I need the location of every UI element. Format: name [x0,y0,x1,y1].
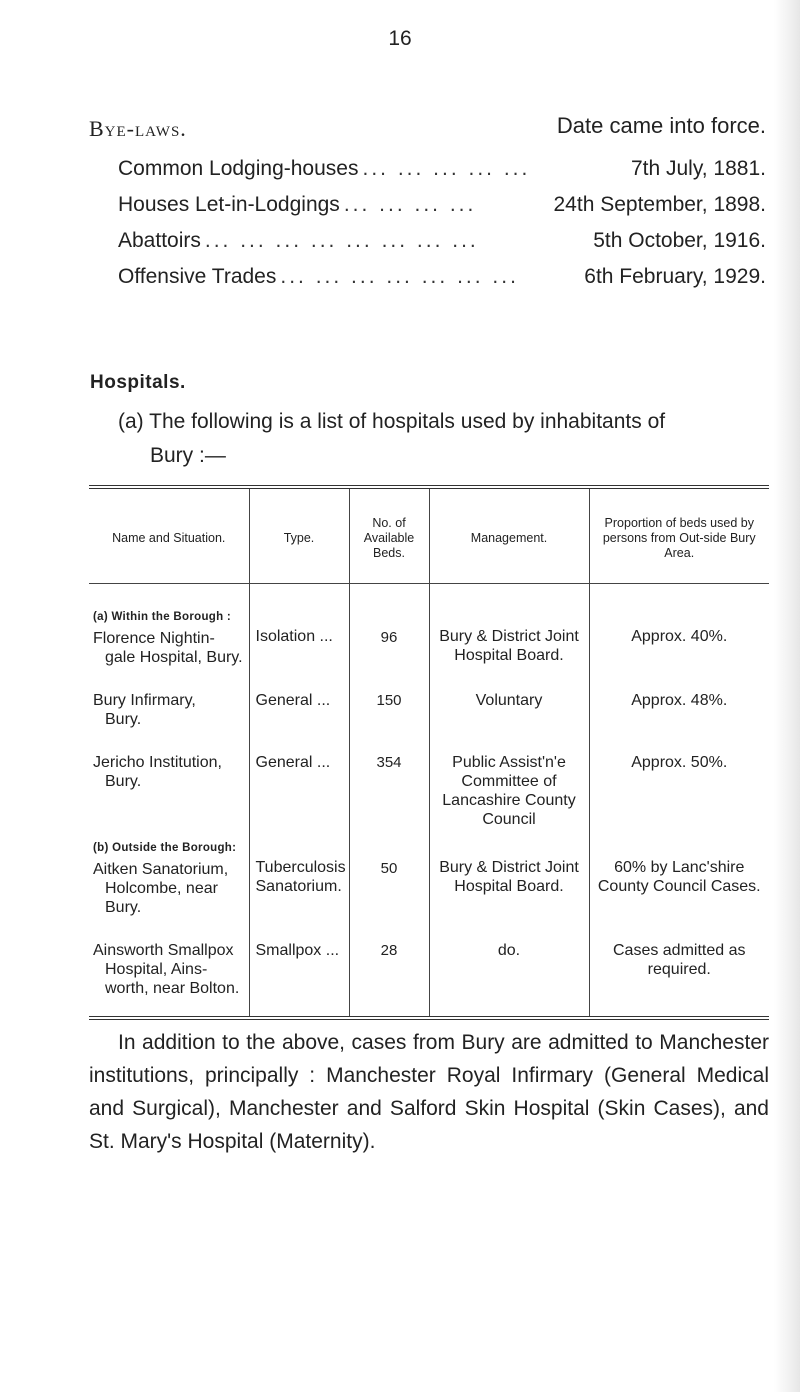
bylaw-name: Houses Let-in-Lodgings [118,193,340,216]
col-header-name: Name and Situation. [89,489,249,584]
table-bottom-rule [89,1016,769,1020]
hospital-management: do. [429,935,589,1016]
hospital-name: Aitken Sanatorium, [93,861,229,878]
hospitals-intro [118,405,768,473]
hospital-name-cont: Bury. [105,773,142,790]
bylaw-row [89,193,766,229]
hospital-type: Isolation ... [249,602,349,685]
hospital-name-cell [89,602,249,685]
leader-dots: ... ... ... ... [343,193,477,216]
hospital-management: Public Assist'n'e Committee of Lancashire County Council [429,747,589,833]
bylaw-date: 6th February, 1929. [584,265,766,288]
table-row [89,685,769,747]
date-heading: Date came into force. [556,113,766,138]
hospital-name: Bury Infirmary, [93,692,196,709]
hospital-proportion: Approx. 48%. [631,692,728,709]
bylaw-name: Common Lodging-houses [118,157,359,180]
hospital-type: General ... [249,685,349,747]
hospital-name-cell [89,935,249,1016]
hospital-beds: 96 [349,602,429,685]
hospital-name-cell [89,685,249,747]
hospital-management: Voluntary [429,685,589,747]
hospital-type: Tuberculosis Sanatorium. [249,833,349,935]
group-label-outside: (b) Outside the Borough: [93,842,237,854]
group-label-within: (a) Within the Borough : [93,611,232,623]
hospital-name-cont: Bury. [105,711,142,728]
table-row [89,602,769,685]
hospital-beds: 50 [349,833,429,935]
leader-dots: ... ... ... ... ... ... ... ... [204,229,479,252]
bylaw-row [89,157,766,193]
hospital-name-cont: Hospital, Ains-worth, near Bolton. [105,961,240,997]
bylaw-date: 24th September, 1898. [553,193,766,216]
bylaw-row [89,265,766,301]
bylaw-name: Abattoirs [118,229,201,252]
bylaw-name: Offensive Trades [118,265,277,288]
hospital-name-cont: Holcombe, near Bury. [105,880,218,916]
col-header-beds: No. of Available Beds. [349,489,429,584]
hospital-name-cell [89,747,249,833]
hospital-name: Florence Nightin- [93,630,215,647]
hospital-type: General ... [249,747,349,833]
table-spacer-row [89,584,769,603]
table-header-row [89,489,769,584]
hospitals-table-wrap [89,485,769,1020]
hospital-name-cont: gale Hospital, Bury. [105,649,243,666]
bylaws-heading: Bye-laws. [89,116,187,141]
page-number: 16 [388,27,412,50]
table-row [89,747,769,833]
col-header-type: Type. [249,489,349,584]
bylaw-row [89,229,766,265]
hospital-beds: 354 [349,747,429,833]
bylaws-header [89,113,766,157]
intro-text: (a) The following is a list of hospitals used by inhabitants of [118,410,666,433]
bylaws-list [89,113,766,301]
intro-place: Bury :— [150,444,226,467]
col-header-proportion: Proportion of beds used by persons from Out-side Bury Area. [589,489,769,584]
hospitals-heading: Hospitals. [90,372,186,393]
table-row [89,833,769,935]
hospital-name: Ainsworth Smallpox [93,942,234,959]
page-edge-shadow [774,0,800,1392]
hospital-proportion: Approx. 40%. [631,628,728,645]
hospital-name-cell [89,833,249,935]
hospital-management: Bury & District Joint Hospital Board. [429,833,589,935]
hospital-beds: 28 [349,935,429,1016]
table-row [89,935,769,1016]
hospitals-table [89,489,769,1016]
hospital-name: Jericho Institution, [93,754,222,771]
leader-dots: ... ... ... ... ... ... ... [280,265,519,288]
hospital-beds: 150 [349,685,429,747]
hospital-proportion: Cases admitted as required. [612,942,746,978]
hospital-type: Smallpox ... [249,935,349,1016]
hospital-proportion: 60% by Lanc'shire County Council Cases. [597,859,761,895]
bylaw-date: 5th October, 1916. [593,229,766,252]
additional-note: In addition to the above, cases from Bury are admitted to Manchester institutions, principally : Manchester Royal Infirmary (General Medical and Surgical), Manchester and Salford Skin Hospital (Skin Cases), and St. Mary's Hospital (Maternity). [89,1031,769,1153]
leader-dots: ... ... ... ... ... [362,157,531,180]
bylaw-date: 7th July, 1881. [630,157,766,180]
hospital-management: Bury & District Joint Hospital Board. [429,602,589,685]
hospital-proportion: Approx. 50%. [631,754,728,771]
col-header-management: Management. [429,489,589,584]
